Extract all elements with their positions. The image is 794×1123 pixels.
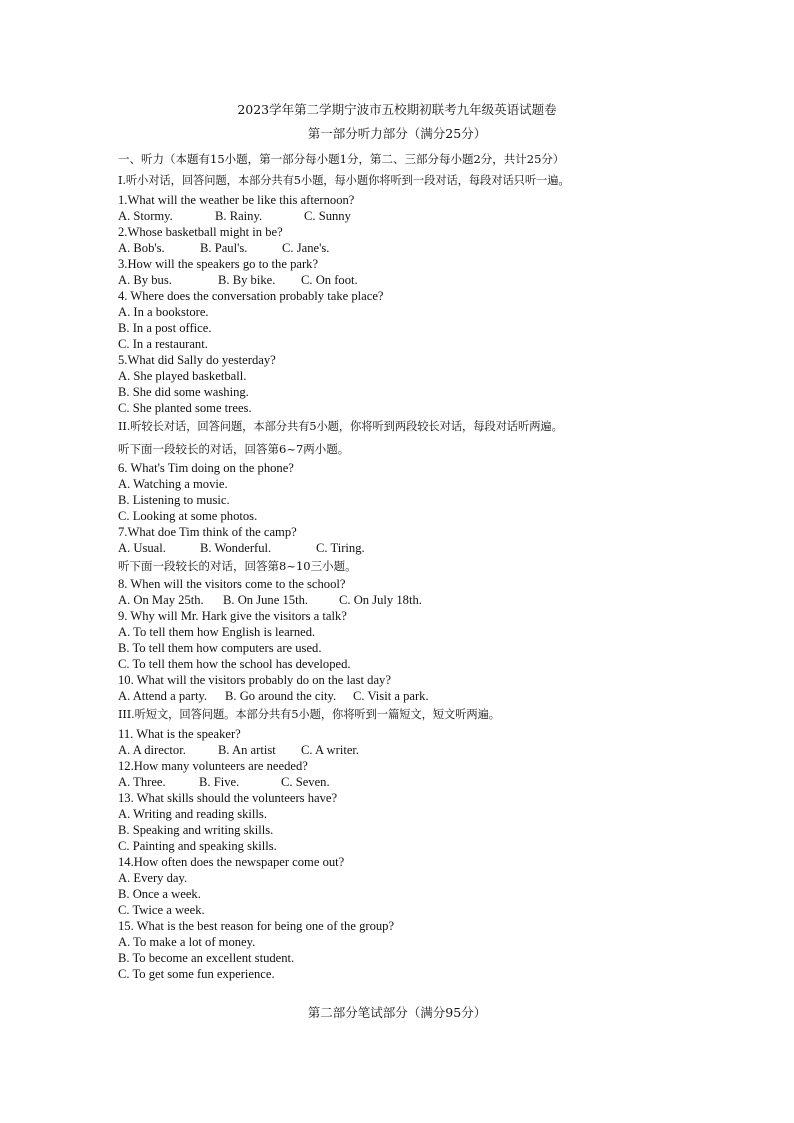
option-c: C. She planted some trees.: [118, 401, 252, 415]
option-a: A. She played basketball.: [118, 369, 247, 383]
option-a: A. Usual.: [118, 541, 166, 555]
options-row: [118, 208, 698, 224]
option-a: A. Every day.: [118, 871, 188, 885]
option-c: C. To tell them how the school has developed.: [118, 657, 351, 671]
section1-instruction: I.听小对话，回答问题，本部分共有5小题，每小题你将听到一段对话，每段对话只听一遍。: [118, 174, 570, 187]
question-stem: 10. What will the visitors probably do on the last day?: [118, 673, 391, 687]
option-c: C. On foot.: [301, 273, 358, 287]
option-c: C. Tiring.: [316, 541, 365, 555]
option-a: A. Three.: [118, 775, 166, 789]
option-c: C. A writer.: [301, 743, 360, 757]
option-a: A. To make a lot of money.: [118, 935, 256, 949]
option-c: C. On July 18th.: [339, 593, 422, 607]
question-stem: 8. When will the visitors come to the school?: [118, 577, 346, 591]
option-a: A. In a bookstore.: [118, 305, 209, 319]
section2-instruction: II.听较长对话，回答问题，本部分共有5小题，你将听到两段较长对话，每段对话听两遍。: [118, 420, 563, 433]
option-a: A. Watching a movie.: [118, 477, 228, 491]
option-c: C. Jane's.: [282, 241, 330, 255]
option-b: B. An artist: [218, 743, 276, 757]
options-row: [118, 592, 698, 608]
question-stem: 4. Where does the conversation probably take place?: [118, 289, 384, 303]
section3-instruction: III.听短文，回答问题。本部分共有5小题，你将听到一篇短文，短文听两遍。: [118, 708, 500, 721]
question-stem: 12.How many volunteers are needed?: [118, 759, 308, 773]
option-b: B. By bike.: [218, 273, 276, 287]
option-b: B. She did some washing.: [118, 385, 249, 399]
options-row: [118, 774, 698, 790]
question-stem: 2.Whose basketball might in be?: [118, 225, 283, 239]
option-b: B. Paul's.: [200, 241, 248, 255]
option-a: A. A director.: [118, 743, 186, 757]
listening-section: [118, 148, 698, 982]
question-stem: 14.How often does the newspaper come out?: [118, 855, 345, 869]
option-a: A. Attend a party.: [118, 689, 208, 703]
question-stem: 6. What's Tim doing on the phone?: [118, 461, 294, 475]
question-stem: 7.What doe Tim think of the camp?: [118, 525, 297, 539]
section2-sub2: 听下面一段较长的对话，回答第8~10三小题。: [118, 559, 357, 573]
options-row: [118, 272, 698, 288]
question-stem: 9. Why will Mr. Hark give the visitors a talk?: [118, 609, 347, 623]
options-row: [118, 540, 698, 556]
option-b: B. Rainy.: [215, 209, 263, 223]
option-a: A. To tell them how English is learned.: [118, 625, 316, 639]
option-c: C. To get some fun experience.: [118, 967, 275, 981]
option-c: C. Sunny: [304, 209, 351, 223]
option-c: C. Looking at some photos.: [118, 509, 258, 523]
option-b: B. In a post office.: [118, 321, 212, 335]
option-b: B. Listening to music.: [118, 493, 230, 507]
section2-sub1: 听下面一段较长的对话，回答第6~7两小题。: [118, 442, 350, 456]
option-a: A. On May 25th.: [118, 593, 204, 607]
option-a: A. Writing and reading skills.: [118, 807, 267, 821]
option-b: B. To tell them how computers are used.: [118, 641, 322, 655]
option-c: C. Painting and speaking skills.: [118, 839, 277, 853]
part1-title: 第一部分听力部分（满分25分）: [307, 126, 487, 141]
option-c: C. Twice a week.: [118, 903, 205, 917]
option-a: A. By bus.: [118, 273, 172, 287]
question-stem: 13. What skills should the volunteers have?: [118, 791, 338, 805]
question-stem: 15. What is the best reason for being one of the group?: [118, 919, 395, 933]
option-b: B. Once a week.: [118, 887, 201, 901]
option-b: B. Five.: [199, 775, 240, 789]
option-b: B. To become an excellent student.: [118, 951, 295, 965]
option-b: B. Speaking and writing skills.: [118, 823, 274, 837]
option-a: A. Bob's.: [118, 241, 165, 255]
option-c: C. In a restaurant.: [118, 337, 208, 351]
options-row: [118, 240, 698, 256]
exam-title: 2023学年第二学期宁波市五校期初联考九年级英语试题卷: [237, 102, 557, 117]
option-c: C. Seven.: [281, 775, 330, 789]
options-row: [118, 742, 698, 758]
option-a: A. Stormy.: [118, 209, 173, 223]
listening-heading: 一、听力（本题有15小题，第一部分每小题1分，第二、三部分每小题2分，共计25分）: [118, 152, 565, 166]
question-stem: 1.What will the weather be like this afternoon?: [118, 193, 355, 207]
part2-title: 第二部分笔试部分（满分95分）: [307, 1005, 487, 1020]
question-stem: 3.How will the speakers go to the park?: [118, 257, 319, 271]
option-b: B. Wonderful.: [200, 541, 272, 555]
options-row: [118, 688, 698, 704]
option-b: B. Go around the city.: [225, 689, 337, 703]
question-stem: 11. What is the speaker?: [118, 727, 241, 741]
question-stem: 5.What did Sally do yesterday?: [118, 353, 276, 367]
option-b: B. On June 15th.: [223, 593, 309, 607]
option-c: C. Visit a park.: [353, 689, 429, 703]
